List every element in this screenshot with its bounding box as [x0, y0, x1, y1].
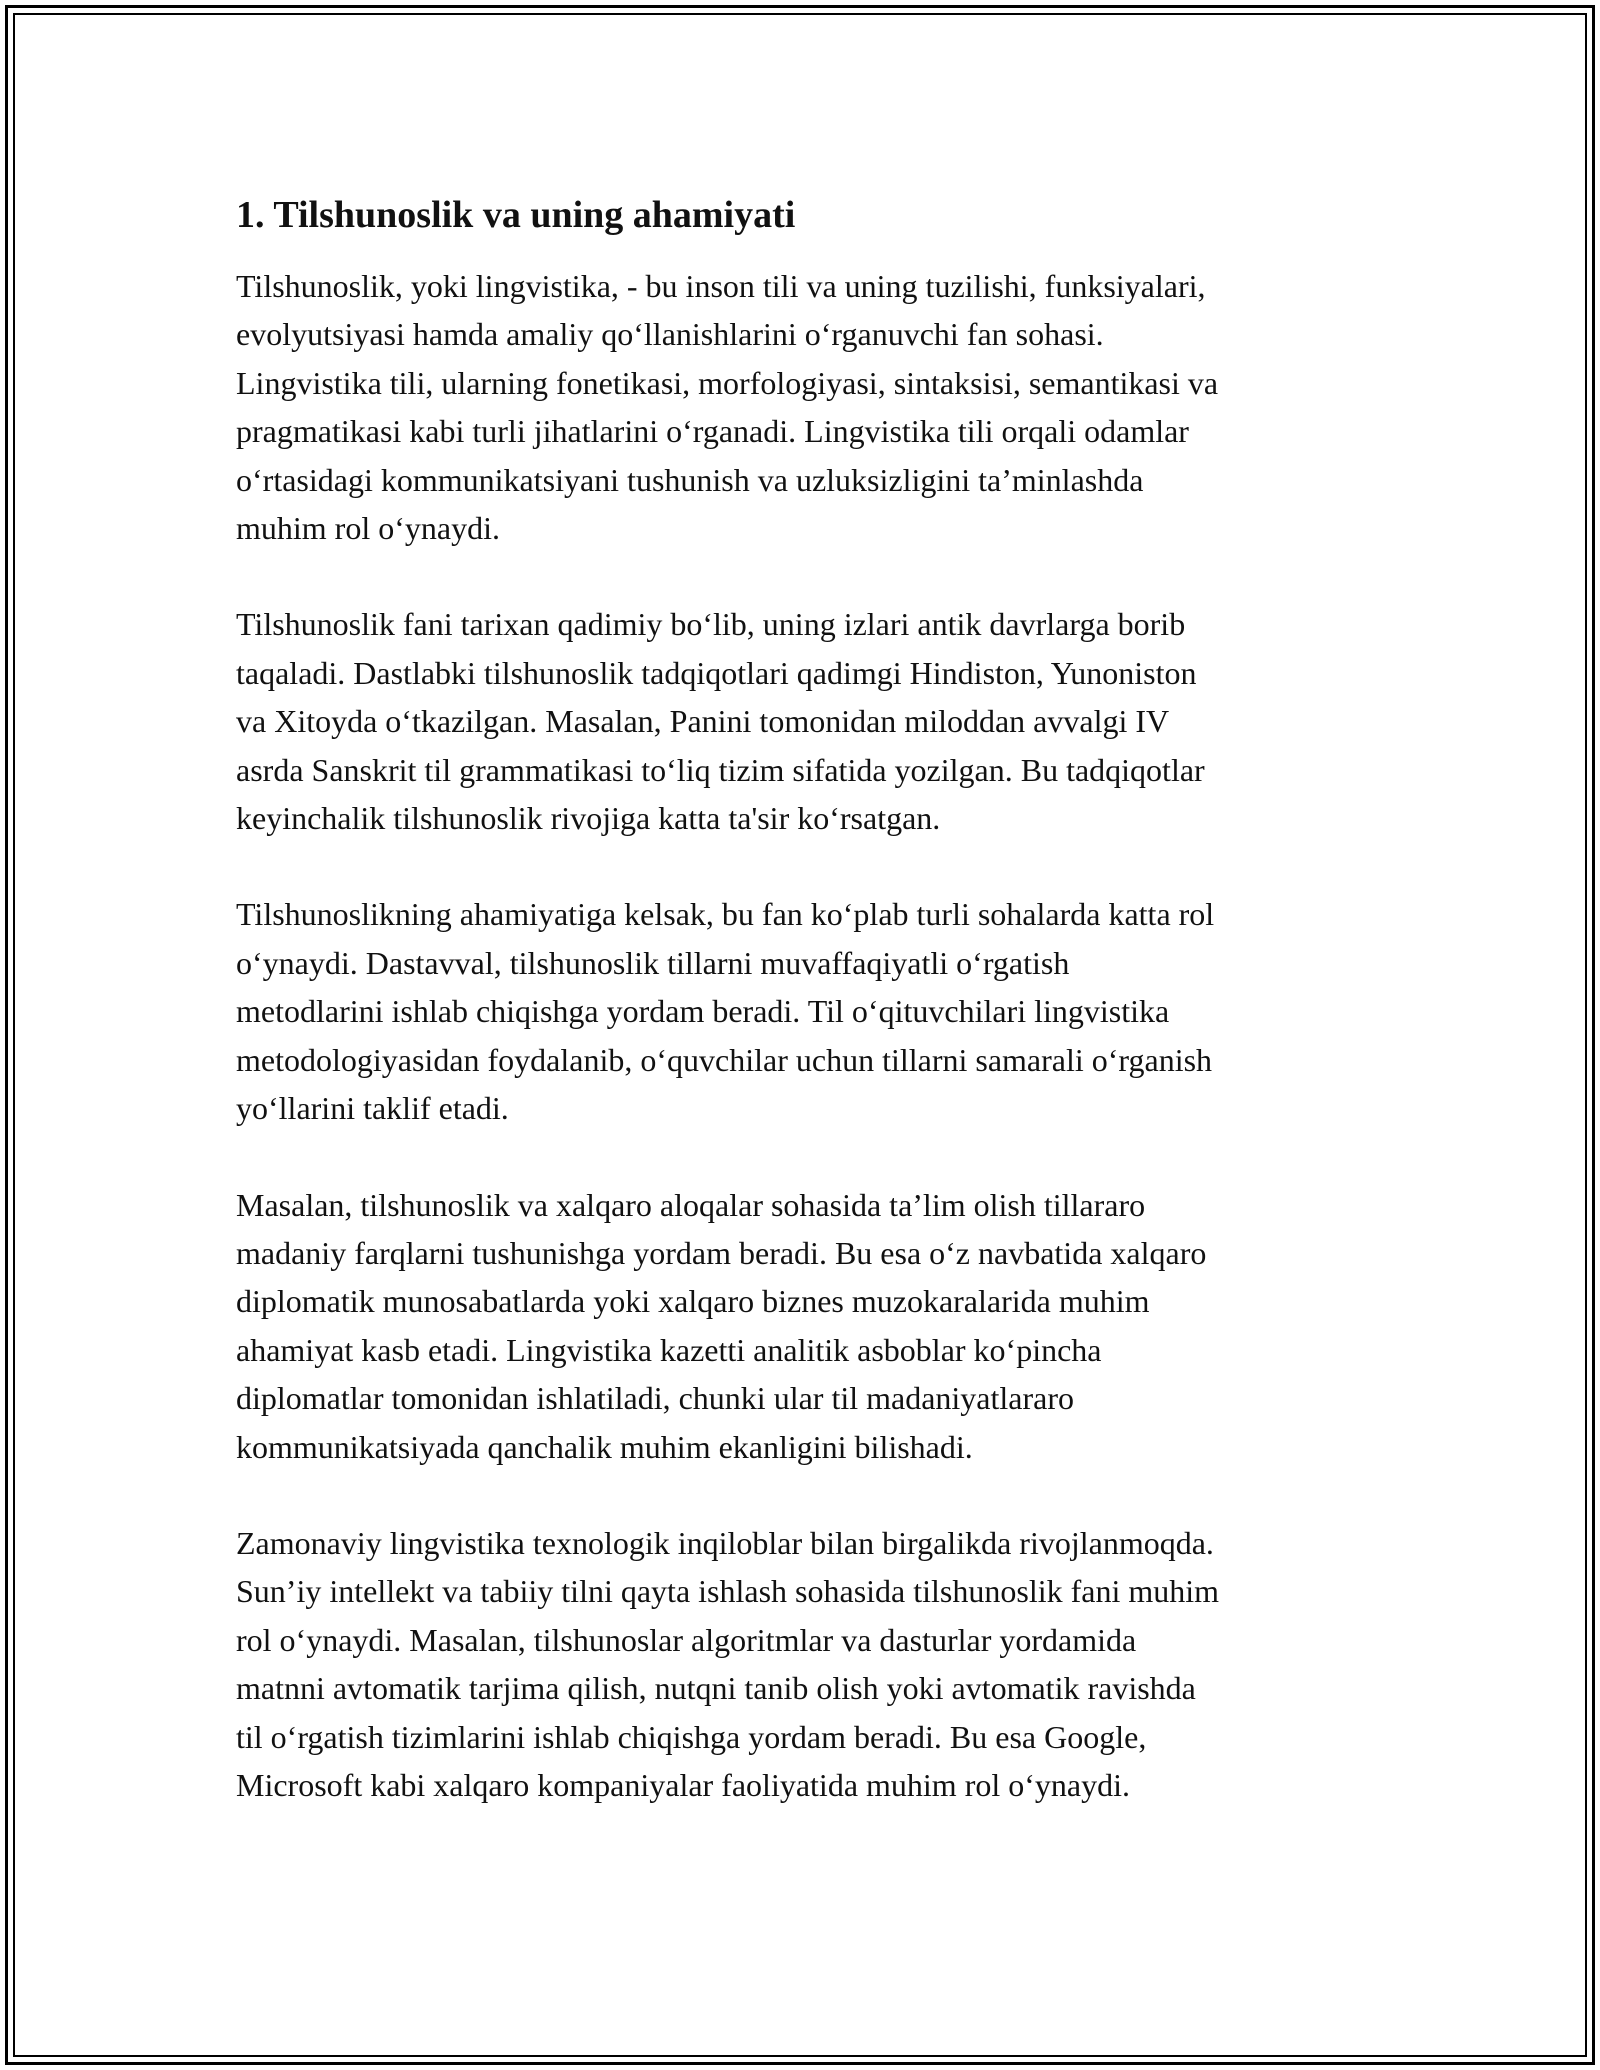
paragraph-line: evolyutsiyasi hamda amaliy qo‘llanishlarini o‘rganuvchi fan sohasi. — [236, 316, 1104, 353]
paragraph-list — [236, 262, 1366, 1809]
section-title: 1. Tilshunoslik va uning ahamiyati — [236, 194, 796, 236]
paragraph-line: Lingvistika tili, ularning fonetikasi, morfologiyasi, sintaksisi, semantikasi va — [236, 364, 1219, 401]
paragraph — [236, 890, 1366, 1132]
paragraph-line: madaniy farqlarni tushunishga yordam beradi. Bu esa o‘z navbatida xalqaro — [236, 1234, 1207, 1271]
paragraph-line: va Xitoyda o‘tkazilgan. Masalan, Panini tomonidan miloddan avvalgi IV — [236, 703, 1170, 740]
paragraph-line: o‘ynaydi. Dastavval, tilshunoslik tillarni muvaffaqiyatli o‘rgatish — [236, 944, 1070, 981]
paragraph-line: Microsoft kabi xalqaro kompaniyalar faoliyatida muhim rol o‘ynaydi. — [236, 1766, 1130, 1803]
paragraph — [236, 1519, 1366, 1809]
document-body — [236, 190, 1366, 1857]
paragraph — [236, 600, 1366, 842]
paragraph-line: muhim rol o‘ynaydi. — [236, 510, 500, 547]
paragraph-line: metodlarini ishlab chiqishga yordam beradi. Til o‘qituvchilari lingvistika — [236, 993, 1170, 1030]
paragraph-line: pragmatikasi kabi turli jihatlarini o‘rganadi. Lingvistika tili orqali odamlar — [236, 413, 1189, 450]
paragraph-line: diplomatlar tomonidan ishlatiladi, chunki ular til madaniyatlararo — [236, 1380, 1074, 1417]
paragraph-line: Sun’iy intellekt va tabiiy tilni qayta ishlash sohasida tilshunoslik fani muhim — [236, 1573, 1220, 1610]
paragraph-line: yo‘llarini taklif etadi. — [236, 1090, 509, 1127]
paragraph-line: diplomatik munosabatlarda yoki xalqaro biznes muzokaralarida muhim — [236, 1283, 1150, 1320]
paragraph-line: ahamiyat kasb etadi. Lingvistika kazetti analitik asboblar ko‘pincha — [236, 1331, 1102, 1368]
paragraph-line: metodologiyasidan foydalanib, o‘quvchilar uchun tillarni samarali o‘rganish — [236, 1041, 1213, 1078]
paragraph — [236, 1181, 1366, 1471]
paragraph-line: til o‘rgatish tizimlarini ishlab chiqishga yordam beradi. Bu esa Google, — [236, 1718, 1147, 1755]
paragraph-line: matnni avtomatik tarjima qilish, nutqni tanib olish yoki avtomatik ravishda — [236, 1670, 1196, 1707]
paragraph-line: rol o‘ynaydi. Masalan, tilshunoslar algoritmlar va dasturlar yordamida — [236, 1621, 1137, 1658]
paragraph-line: Tilshunoslik fani tarixan qadimiy bo‘lib, uning izlari antik davrlarga borib — [236, 606, 1186, 643]
paragraph-line: o‘rtasidagi kommunikatsiyani tushunish va uzluksizligini ta’minlashda — [236, 461, 1144, 498]
paragraph-line: asrda Sanskrit til grammatikasi to‘liq tizim sifatida yozilgan. Bu tadqiqotlar — [236, 751, 1205, 788]
paragraph-line: taqaladi. Dastlabki tilshunoslik tadqiqotlari qadimgi Hindiston, Yunoniston — [236, 654, 1197, 691]
paragraph-line: kommunikatsiyada qanchalik muhim ekanligini bilishadi. — [236, 1428, 973, 1465]
paragraph-line: Masalan, tilshunoslik va xalqaro aloqalar sohasida ta’lim olish tillararo — [236, 1186, 1146, 1223]
paragraph-line: keyinchalik tilshunoslik rivojiga katta ta'sir ko‘rsatgan. — [236, 800, 941, 837]
paragraph — [236, 262, 1366, 552]
paragraph-line: Tilshunoslik, yoki lingvistika, - bu inson tili va uning tuzilishi, funksiyalari, — [236, 268, 1206, 304]
paragraph-line: Zamonaviy lingvistika texnologik inqiloblar bilan birgalikda rivojlanmoqda. — [236, 1524, 1214, 1561]
paragraph-line: Tilshunoslikning ahamiyatiga kelsak, bu fan ko‘plab turli sohalarda katta rol — [236, 896, 1215, 933]
